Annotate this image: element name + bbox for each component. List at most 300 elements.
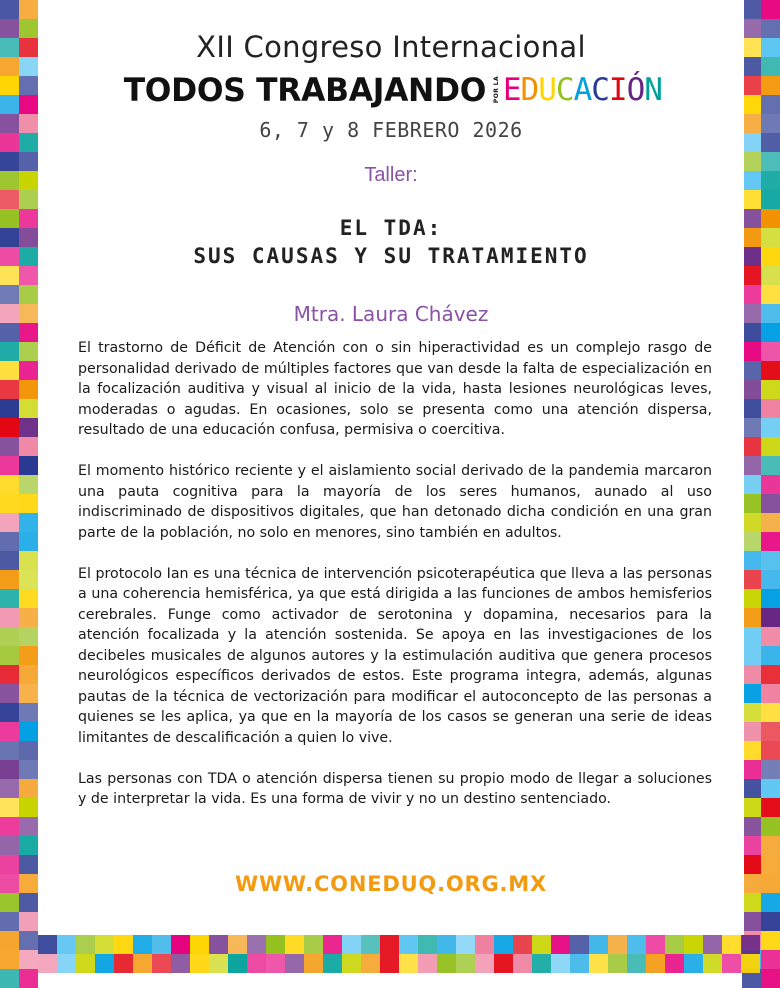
mosaic-tile bbox=[722, 935, 741, 954]
mosaic-tile bbox=[761, 437, 780, 456]
workshop-title bbox=[38, 214, 744, 270]
mosaic-tile bbox=[761, 38, 780, 57]
mosaic-tile bbox=[152, 935, 171, 954]
mosaic-tile bbox=[742, 874, 761, 893]
mosaic-tile bbox=[761, 266, 780, 285]
mosaic-tile bbox=[171, 954, 190, 973]
mosaic-tile bbox=[703, 935, 722, 954]
brand-logo bbox=[38, 66, 744, 114]
mosaic-tile bbox=[761, 836, 780, 855]
mosaic-tile bbox=[0, 513, 19, 532]
mosaic-tile bbox=[304, 954, 323, 973]
mosaic-tile bbox=[570, 954, 589, 973]
mosaic-tile bbox=[323, 954, 342, 973]
mosaic-tile bbox=[742, 589, 761, 608]
mosaic-tile bbox=[19, 209, 38, 228]
brand-education-letter: N bbox=[644, 72, 662, 108]
mosaic-tile bbox=[742, 76, 761, 95]
mosaic-tile bbox=[19, 532, 38, 551]
mosaic-tile bbox=[0, 589, 19, 608]
mosaic-tile bbox=[761, 342, 780, 361]
mosaic-tile bbox=[742, 418, 761, 437]
mosaic-tile bbox=[0, 494, 19, 513]
mosaic-tile bbox=[266, 935, 285, 954]
mosaic-tile bbox=[19, 228, 38, 247]
mosaic-tile bbox=[0, 0, 19, 19]
mosaic-tile bbox=[0, 190, 19, 209]
mosaic-tile bbox=[19, 76, 38, 95]
mosaic-tile bbox=[19, 722, 38, 741]
mosaic-tile bbox=[0, 798, 19, 817]
mosaic-tile bbox=[19, 304, 38, 323]
mosaic-tile bbox=[0, 285, 19, 304]
speaker-name: Mtra. Laura Chávez bbox=[293, 302, 489, 326]
mosaic-tile bbox=[19, 361, 38, 380]
mosaic-tile bbox=[0, 855, 19, 874]
mosaic-tile bbox=[761, 19, 780, 38]
mosaic-tile bbox=[761, 665, 780, 684]
mosaic-tile bbox=[0, 646, 19, 665]
mosaic-tile bbox=[741, 935, 760, 954]
mosaic-tile bbox=[0, 475, 19, 494]
mosaic-tile bbox=[19, 399, 38, 418]
mosaic-tile bbox=[456, 954, 475, 973]
mosaic-tile bbox=[494, 954, 513, 973]
mosaic-tile bbox=[19, 494, 38, 513]
mosaic-tile bbox=[494, 935, 513, 954]
mosaic-tile bbox=[19, 608, 38, 627]
mosaic-tile bbox=[285, 954, 304, 973]
mosaic-tile bbox=[0, 380, 19, 399]
mosaic-tile bbox=[418, 954, 437, 973]
mosaic-tile bbox=[361, 935, 380, 954]
mosaic-tile bbox=[742, 798, 761, 817]
brand-main-text: TODOS TRABAJANDO bbox=[123, 71, 487, 109]
mosaic-tile bbox=[742, 266, 761, 285]
mosaic-tile bbox=[742, 456, 761, 475]
mosaic-tile bbox=[761, 152, 780, 171]
mosaic-tile bbox=[761, 380, 780, 399]
brand-education-letter: Ó bbox=[626, 72, 645, 108]
mosaic-tile bbox=[761, 95, 780, 114]
mosaic-tile bbox=[475, 935, 494, 954]
mosaic-tile bbox=[0, 418, 19, 437]
mosaic-tile bbox=[608, 935, 627, 954]
mosaic-tile bbox=[742, 494, 761, 513]
mosaic-tile bbox=[742, 57, 761, 76]
mosaic-tile bbox=[38, 954, 57, 973]
mosaic-tile bbox=[0, 969, 19, 988]
mosaic-tile bbox=[742, 228, 761, 247]
mosaic-tile bbox=[742, 0, 761, 19]
mosaic-tile bbox=[627, 954, 646, 973]
mosaic-tile bbox=[742, 171, 761, 190]
brand-education-word bbox=[503, 72, 662, 108]
mosaic-tile bbox=[342, 935, 361, 954]
mosaic-tile bbox=[0, 703, 19, 722]
mosaic-tile bbox=[95, 935, 114, 954]
mosaic-tile bbox=[761, 551, 780, 570]
description-paragraph: El trastorno de Déficit de Atención con o sin hiperactividad es un complejo rasgo de personalidad derivado de múltiples factores que van desde la falta de especialización en la focalización auditiva y visual al inicio de la vida, hasta lesiones neurológicas leves, moderadas o agudas. En ocasiones, solo se presenta como una atención dispersa, resultado de una educación confusa, permisiva o coercitiva. bbox=[78, 340, 712, 438]
mosaic-tile bbox=[761, 703, 780, 722]
mosaic-tile bbox=[742, 532, 761, 551]
mosaic-tile bbox=[19, 342, 38, 361]
mosaic-tile bbox=[742, 190, 761, 209]
mosaic-tile bbox=[761, 494, 780, 513]
mosaic-tile bbox=[19, 741, 38, 760]
mosaic-tile bbox=[19, 779, 38, 798]
brand-education-letter: U bbox=[538, 72, 556, 108]
mosaic-tile bbox=[742, 646, 761, 665]
description-body bbox=[78, 338, 712, 830]
mosaic-tile bbox=[19, 760, 38, 779]
mosaic-tile bbox=[0, 608, 19, 627]
mosaic-tile bbox=[76, 935, 95, 954]
mosaic-tile bbox=[19, 38, 38, 57]
mosaic-tile bbox=[0, 893, 19, 912]
mosaic-tile bbox=[399, 954, 418, 973]
mosaic-tile bbox=[742, 475, 761, 494]
mosaic-tile bbox=[0, 551, 19, 570]
mosaic-tile bbox=[742, 760, 761, 779]
mosaic-tile bbox=[0, 228, 19, 247]
mosaic-tile bbox=[0, 247, 19, 266]
mosaic-tile bbox=[761, 475, 780, 494]
mosaic-tile bbox=[19, 190, 38, 209]
mosaic-tile bbox=[742, 608, 761, 627]
mosaic-tile bbox=[761, 589, 780, 608]
mosaic-tile bbox=[742, 551, 761, 570]
mosaic-tile bbox=[19, 950, 38, 969]
mosaic-tile bbox=[0, 912, 19, 931]
mosaic-tile bbox=[742, 836, 761, 855]
mosaic-tile bbox=[19, 437, 38, 456]
mosaic-tile bbox=[761, 190, 780, 209]
mosaic-tile bbox=[742, 133, 761, 152]
website-link[interactable]: WWW.CONEDUQ.ORG.MX bbox=[235, 872, 547, 896]
mosaic-tile bbox=[57, 935, 76, 954]
mosaic-tile bbox=[19, 171, 38, 190]
mosaic-tile bbox=[38, 935, 57, 954]
mosaic-tile bbox=[19, 380, 38, 399]
mosaic-tile bbox=[247, 954, 266, 973]
mosaic-tile bbox=[742, 703, 761, 722]
mosaic-tile bbox=[19, 475, 38, 494]
mosaic-tile bbox=[551, 954, 570, 973]
mosaic-tile bbox=[0, 304, 19, 323]
mosaic-tile bbox=[513, 954, 532, 973]
mosaic-tile bbox=[761, 760, 780, 779]
mosaic-tile bbox=[190, 954, 209, 973]
mosaic-tile bbox=[114, 935, 133, 954]
mosaic-tile bbox=[761, 532, 780, 551]
mosaic-tile bbox=[19, 627, 38, 646]
mosaic-tile bbox=[665, 954, 684, 973]
mosaic-tile bbox=[0, 399, 19, 418]
mosaic-tile bbox=[742, 38, 761, 57]
mosaic-tile bbox=[761, 855, 780, 874]
mosaic-tile bbox=[761, 684, 780, 703]
mosaic-tile bbox=[19, 19, 38, 38]
mosaic-tile bbox=[742, 342, 761, 361]
mosaic-tile bbox=[684, 954, 703, 973]
mosaic-tile bbox=[0, 133, 19, 152]
mosaic-tile bbox=[209, 954, 228, 973]
mosaic-tile bbox=[19, 589, 38, 608]
mosaic-tile bbox=[761, 741, 780, 760]
mosaic-tile bbox=[761, 798, 780, 817]
brand-education-letter: A bbox=[573, 72, 592, 108]
mosaic-tile bbox=[19, 570, 38, 589]
mosaic-tile bbox=[742, 570, 761, 589]
brand-small-text: POR LA bbox=[492, 76, 500, 104]
mosaic-tile bbox=[418, 935, 437, 954]
mosaic-tile bbox=[0, 209, 19, 228]
mosaic-tile bbox=[152, 954, 171, 973]
mosaic-tile bbox=[761, 247, 780, 266]
mosaic-tile bbox=[19, 266, 38, 285]
mosaic-tile bbox=[0, 76, 19, 95]
mosaic-tile bbox=[114, 954, 133, 973]
mosaic-tile bbox=[742, 912, 761, 931]
mosaic-tile bbox=[19, 893, 38, 912]
mosaic-tile bbox=[742, 437, 761, 456]
mosaic-tile bbox=[684, 935, 703, 954]
mosaic-tile bbox=[761, 513, 780, 532]
mosaic-tile bbox=[19, 703, 38, 722]
mosaic-tile bbox=[703, 954, 722, 973]
mosaic-tile bbox=[742, 304, 761, 323]
mosaic-tile bbox=[646, 935, 665, 954]
mosaic-tile bbox=[0, 741, 19, 760]
mosaic-tile bbox=[0, 570, 19, 589]
description-paragraph: El protocolo Ian es una técnica de intervención psicoterapéutica que lleva a las personas a una coherencia hemisférica, ya que está dirigida a las funciones de ambos hemisferios cerebrales. Funge como activador de serotonina y dopamina, necesarios para la atención focalizada y la atención sostenida. Se apoya en las investigaciones de los decibeles musicales de algunos autores y la estimulación auditiva que genera procesos neurológicos específicos derivados de estos. Este programa integra, además, algunas pautas de la técnica de vectorización para modificar el autoconcepto de las personas a quienes se les aplica, ya que en la mayoría de los casos se generan una serie de ideas limitantes de descalificación a quien lo vive. bbox=[78, 565, 712, 746]
mosaic-tile bbox=[95, 954, 114, 973]
description-paragraph: El momento histórico reciente y el aislamiento social derivado de la pandemia marcaron una pauta cognitiva para la mayoría de los seres humanos, aunado al uso indiscriminado de dispositivos digitales, que han detonado dicha condición en una gran parte de la población, no solo en menores, sino también en adultos. bbox=[78, 463, 712, 541]
mosaic-tile bbox=[19, 323, 38, 342]
mosaic-tile bbox=[19, 684, 38, 703]
mosaic-tile bbox=[228, 954, 247, 973]
mosaic-tile bbox=[19, 912, 38, 931]
mosaic-tile bbox=[665, 935, 684, 954]
brand-education-letter: C bbox=[555, 72, 574, 108]
mosaic-tile bbox=[761, 0, 780, 19]
mosaic-tile bbox=[761, 361, 780, 380]
mosaic-tile bbox=[0, 760, 19, 779]
mosaic-tile bbox=[742, 665, 761, 684]
mosaic-tile bbox=[761, 950, 780, 969]
mosaic-tile bbox=[209, 935, 228, 954]
mosaic-tile bbox=[57, 954, 76, 973]
mosaic-tile bbox=[761, 608, 780, 627]
mosaic-tile bbox=[742, 95, 761, 114]
mosaic-tile bbox=[19, 665, 38, 684]
mosaic-tile bbox=[0, 171, 19, 190]
mosaic-tile bbox=[133, 935, 152, 954]
mosaic-tile bbox=[742, 361, 761, 380]
mosaic-tile bbox=[0, 874, 19, 893]
mosaic-tile bbox=[742, 684, 761, 703]
mosaic-tile bbox=[761, 76, 780, 95]
mosaic-tile bbox=[761, 874, 780, 893]
mosaic-tile bbox=[19, 513, 38, 532]
mosaic-tile bbox=[19, 836, 38, 855]
mosaic-tile bbox=[190, 935, 209, 954]
mosaic-tile bbox=[742, 152, 761, 171]
mosaic-tile bbox=[742, 19, 761, 38]
mosaic-tile bbox=[19, 114, 38, 133]
mosaic-tile bbox=[761, 931, 780, 950]
mosaic-tile bbox=[304, 935, 323, 954]
mosaic-tile bbox=[380, 935, 399, 954]
mosaic-tile bbox=[19, 646, 38, 665]
mosaic-tile bbox=[570, 935, 589, 954]
mosaic-tile bbox=[761, 418, 780, 437]
mosaic-tile bbox=[19, 551, 38, 570]
mosaic-tile bbox=[437, 935, 456, 954]
mosaic-tile bbox=[761, 817, 780, 836]
mosaic-tile bbox=[761, 893, 780, 912]
mosaic-tile bbox=[19, 57, 38, 76]
mosaic-tile bbox=[646, 954, 665, 973]
mosaic-tile bbox=[456, 935, 475, 954]
mosaic-tile bbox=[323, 935, 342, 954]
mosaic-tile bbox=[76, 954, 95, 973]
brand-education-letter: I bbox=[608, 72, 627, 108]
mosaic-tile bbox=[19, 95, 38, 114]
mosaic-tile bbox=[0, 323, 19, 342]
mosaic-tile bbox=[761, 570, 780, 589]
mosaic-tile bbox=[0, 684, 19, 703]
mosaic-tile bbox=[0, 817, 19, 836]
mosaic-tile bbox=[0, 57, 19, 76]
mosaic-tile bbox=[19, 418, 38, 437]
mosaic-tile bbox=[761, 209, 780, 228]
mosaic-tile bbox=[0, 836, 19, 855]
mosaic-tile bbox=[742, 627, 761, 646]
mosaic-tile bbox=[475, 954, 494, 973]
mosaic-tile bbox=[627, 935, 646, 954]
mosaic-tile bbox=[133, 954, 152, 973]
mosaic-tile bbox=[437, 954, 456, 973]
mosaic-tile bbox=[742, 399, 761, 418]
mosaic-tile bbox=[361, 954, 380, 973]
mosaic-tile bbox=[742, 209, 761, 228]
poster-card bbox=[38, 0, 744, 935]
mosaic-tile bbox=[19, 456, 38, 475]
mosaic-tile bbox=[742, 285, 761, 304]
brand-education-letter: C bbox=[591, 72, 609, 108]
mosaic-tile bbox=[0, 456, 19, 475]
mosaic-tile bbox=[761, 304, 780, 323]
mosaic-tile bbox=[742, 817, 761, 836]
mosaic-tile bbox=[0, 722, 19, 741]
mosaic-tile bbox=[0, 38, 19, 57]
mosaic-tile bbox=[761, 456, 780, 475]
mosaic-tile bbox=[761, 114, 780, 133]
mosaic-tile bbox=[0, 437, 19, 456]
mosaic-tile bbox=[761, 228, 780, 247]
mosaic-tile bbox=[285, 935, 304, 954]
mosaic-tile bbox=[761, 57, 780, 76]
mosaic-tile bbox=[19, 969, 38, 988]
mosaic-tile bbox=[742, 779, 761, 798]
mosaic-tile bbox=[742, 855, 761, 874]
mosaic-tile bbox=[761, 133, 780, 152]
event-dates: 6, 7 y 8 FEBRERO 2026 bbox=[259, 118, 523, 142]
mosaic-tile bbox=[761, 399, 780, 418]
mosaic-tile bbox=[399, 935, 418, 954]
mosaic-tile bbox=[761, 646, 780, 665]
mosaic-tile bbox=[741, 954, 760, 973]
mosaic-tile bbox=[0, 931, 19, 950]
mosaic-tile bbox=[0, 19, 19, 38]
mosaic-tile bbox=[19, 285, 38, 304]
mosaic-tile bbox=[19, 798, 38, 817]
mosaic-tile bbox=[19, 0, 38, 19]
mosaic-tile bbox=[589, 954, 608, 973]
mosaic-tile bbox=[761, 323, 780, 342]
description-paragraph: Las personas con TDA o atención dispersa tienen su propio modo de llegar a soluciones y de interpretar la vida. Es una forma de vivir y no un destino sentenciado. bbox=[78, 770, 712, 807]
mosaic-tile bbox=[19, 152, 38, 171]
mosaic-tile bbox=[171, 935, 190, 954]
mosaic-tile bbox=[742, 893, 761, 912]
mosaic-tile bbox=[266, 954, 285, 973]
mosaic-tile bbox=[19, 874, 38, 893]
mosaic-tile bbox=[0, 266, 19, 285]
congress-title: XII Congreso Internacional bbox=[196, 30, 586, 64]
mosaic-tile bbox=[19, 247, 38, 266]
mosaic-tile bbox=[0, 627, 19, 646]
mosaic-tile bbox=[761, 779, 780, 798]
mosaic-tile bbox=[532, 935, 551, 954]
mosaic-tile bbox=[380, 954, 399, 973]
mosaic-tile bbox=[742, 722, 761, 741]
mosaic-tile bbox=[742, 513, 761, 532]
mosaic-tile bbox=[742, 114, 761, 133]
mosaic-tile bbox=[761, 912, 780, 931]
mosaic-tile bbox=[722, 954, 741, 973]
mosaic-tile bbox=[19, 133, 38, 152]
mosaic-tile bbox=[761, 969, 780, 988]
mosaic-tile bbox=[742, 323, 761, 342]
mosaic-tile bbox=[228, 935, 247, 954]
mosaic-tile bbox=[0, 342, 19, 361]
mosaic-tile bbox=[589, 935, 608, 954]
mosaic-tile bbox=[0, 950, 19, 969]
mosaic-tile bbox=[551, 935, 570, 954]
mosaic-tile bbox=[532, 954, 551, 973]
mosaic-tile bbox=[742, 247, 761, 266]
mosaic-tile bbox=[247, 935, 266, 954]
workshop-title-line-2: SUS CAUSAS Y SU TRATAMIENTO bbox=[193, 244, 589, 268]
mosaic-tile bbox=[19, 817, 38, 836]
mosaic-tile bbox=[742, 741, 761, 760]
mosaic-tile bbox=[0, 532, 19, 551]
mosaic-tile bbox=[513, 935, 532, 954]
mosaic-tile bbox=[0, 361, 19, 380]
mosaic-tile bbox=[608, 954, 627, 973]
brand-education-letter: D bbox=[520, 72, 539, 108]
mosaic-tile bbox=[0, 152, 19, 171]
mosaic-tile bbox=[19, 931, 38, 950]
mosaic-tile bbox=[0, 665, 19, 684]
brand-education-letter: E bbox=[502, 72, 521, 108]
workshop-title-line-1: EL TDA: bbox=[339, 216, 443, 240]
mosaic-tile bbox=[761, 722, 780, 741]
workshop-label: Taller: bbox=[364, 164, 418, 186]
mosaic-tile bbox=[742, 380, 761, 399]
